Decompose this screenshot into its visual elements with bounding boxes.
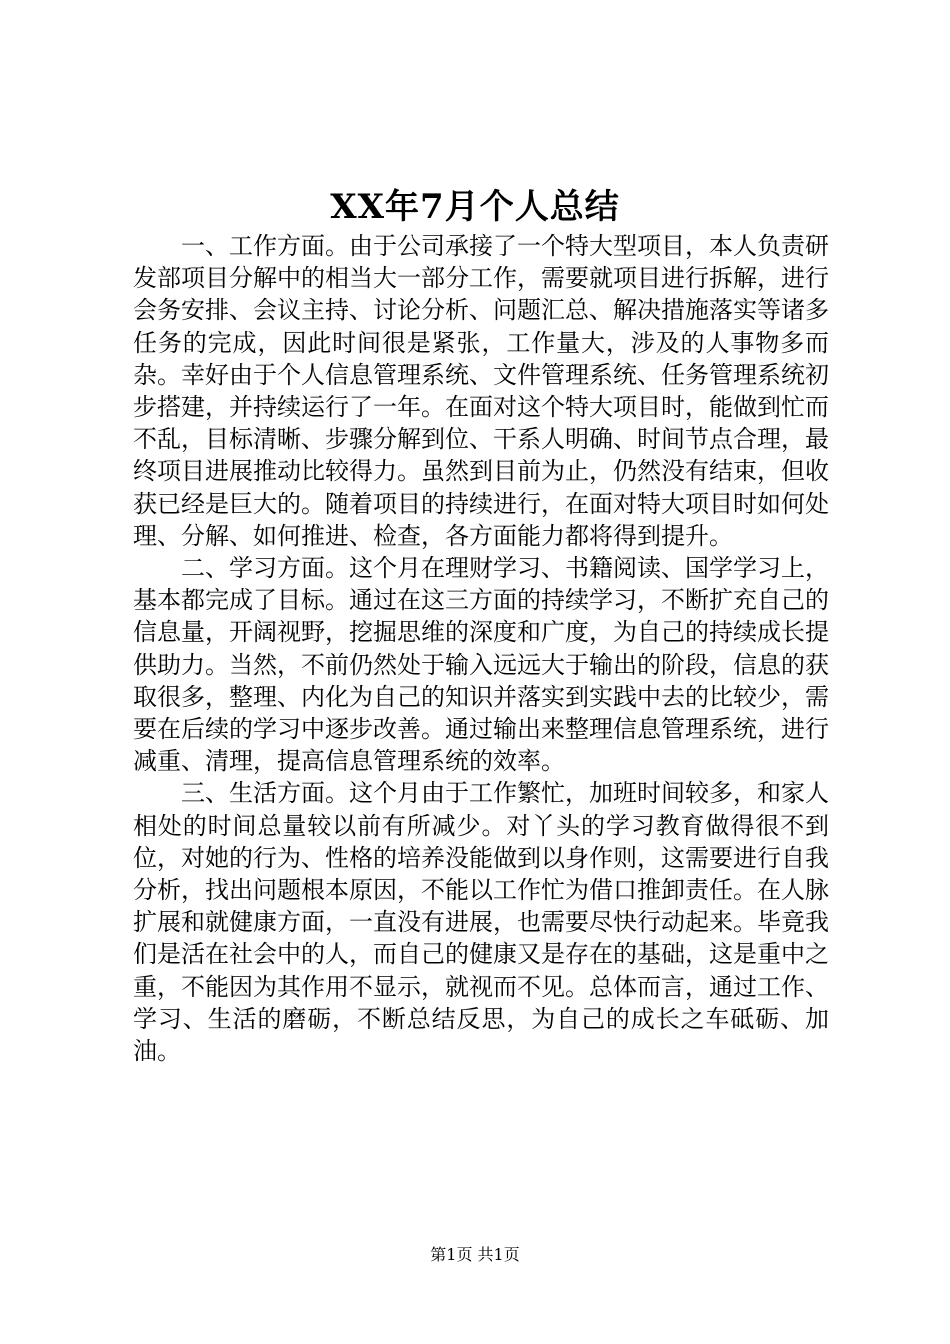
document-body <box>133 230 829 1067</box>
page-number-footer: 第1页 共1页 <box>430 1245 520 1264</box>
paragraph-study: 二、学习方面。这个月在理财学习、书籍阅读、国学学习上，基本都完成了目标。通过在这三方面的持续学习，不断扩充自己的信息量，开阔视野，挖掘思维的深度和广度，为自己的持续成长提供助力。当然，不前仍然处于输入远远大于输出的阶段，信息的获取很多，整理、内化为自己的知识并落实到实践中去的比较少，需要在后续的学习中逐步改善。通过输出来整理信息管理系统，进行减重、清理，提高信息管理系统的效率。 <box>133 554 829 776</box>
document-title: XX年7月个人总结 <box>330 187 620 227</box>
paragraph-work: 一、工作方面。由于公司承接了一个特大型项目，本人负责研发部项目分解中的相当大一部分工作，需要就项目进行拆解，进行会务安排、会议主持、讨论分析、问题汇总、解决措施落实等诸多任务的完成，因此时间很是紧张，工作量大，涉及的人事物多而杂。幸好由于个人信息管理系统、文件管理系统、任务管理系统初步搭建，并持续运行了一年。在面对这个特大项目时，能做到忙而不乱，目标清晰、步骤分解到位、干系人明确、时间节点合理，最终项目进展推动比较得力。虽然到目前为止，仍然没有结束，但收获已经是巨大的。随着项目的持续进行，在面对特大项目时如何处理、分解、如何推进、检查，各方面能力都将得到提升。 <box>133 232 829 550</box>
paragraph-life: 三、生活方面。这个月由于工作繁忙，加班时间较多，和家人相处的时间总量较以前有所减少。对丫头的学习教育做得很不到位，对她的行为、性格的培养没能做到以身作则，这需要进行自我分析，找出问题根本原因，不能以工作忙为借口推卸责任。在人脉扩展和就健康方面，一直没有进展，也需要尽快行动起来。毕竟我们是活在社会中的人，而自己的健康又是存在的基础，这是重中之重，不能因为其作用不显示，就视而不见。总体而言，通过工作、学习、生活的磨砺，不断总结反思，为自己的成长之车砥砺、加油。 <box>133 779 829 1066</box>
